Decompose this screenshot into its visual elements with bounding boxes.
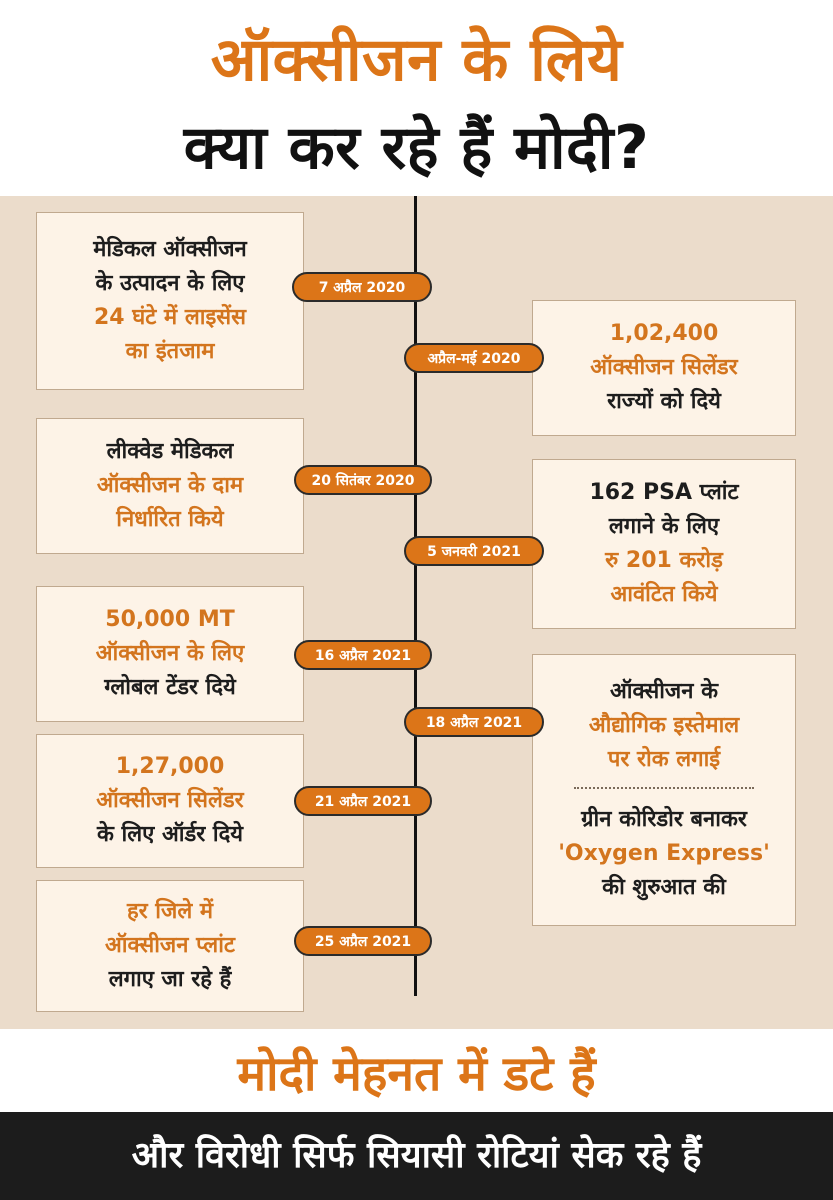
event-card-cylinder-order: [36, 734, 304, 868]
dotted-divider: [574, 787, 754, 789]
event-text: 50,000 MT: [105, 607, 235, 632]
title-line-1: ऑक्सीजन के लिये: [210, 25, 623, 95]
event-card-psa-plants: [532, 459, 796, 629]
event-card-license: [36, 212, 304, 390]
date-pill: 16 अप्रैल 2021: [294, 640, 432, 670]
event-text: 'Oxygen Express': [558, 841, 770, 866]
footer-headline: मोदी मेहनत में डटे हैं: [237, 1046, 596, 1102]
date-pill: 21 अप्रैल 2021: [294, 786, 432, 816]
event-card-cylinders-to-states: [532, 300, 796, 436]
date-pill: अप्रैल-मई 2020: [404, 343, 544, 373]
timeline: [0, 196, 833, 1029]
date-pill: 5 जनवरी 2021: [404, 536, 544, 566]
event-text: निर्धारित किये: [116, 507, 224, 532]
footer-subline: और विरोधी सिर्फ सियासी रोटियां सेक रहे हैं: [131, 1135, 702, 1176]
event-text: रु 201 करोड़: [605, 548, 723, 573]
event-text: ऑक्सीजन प्लांट: [104, 933, 235, 958]
event-text: के उत्पादन के लिए: [95, 271, 245, 296]
event-text: ऑक्सीजन के: [609, 679, 719, 704]
event-text: राज्यों को दिये: [607, 389, 721, 414]
event-card-industrial-ban: [532, 654, 796, 926]
event-text: हर जिले में: [126, 899, 214, 924]
event-text: ऑक्सीजन के लिए: [95, 641, 245, 666]
footer-banner: [0, 1112, 833, 1200]
event-text: पर रोक लगाई: [607, 747, 721, 772]
event-card-global-tender: [36, 586, 304, 722]
event-text: ऑक्सीजन सिलेंडर: [590, 355, 738, 380]
event-text: 24 घंटे में लाइसेंस: [94, 305, 246, 330]
event-text: लगाने के लिए: [608, 514, 720, 539]
timeline-axis: [414, 196, 417, 996]
event-text: मेडिकल ऑक्सीजन: [93, 237, 247, 262]
event-text: औद्योगिक इस्तेमाल: [588, 713, 740, 738]
event-text: ऑक्सीजन के दाम: [96, 473, 244, 498]
event-text: का इंतजाम: [125, 339, 215, 364]
event-card-district-plants: [36, 880, 304, 1012]
date-pill: 18 अप्रैल 2021: [404, 707, 544, 737]
event-text: 1,02,400: [609, 321, 719, 346]
event-text: ग्लोबल टेंडर दिये: [104, 675, 236, 700]
event-text: 162 PSA प्लांट: [589, 480, 739, 505]
event-text: 1,27,000: [115, 754, 225, 779]
event-card-price-fixed: [36, 418, 304, 554]
event-text: ग्रीन कोरिडोर बनाकर: [581, 807, 747, 832]
event-text: ऑक्सीजन सिलेंडर: [96, 788, 244, 813]
date-pill: 20 सितंबर 2020: [294, 465, 432, 495]
event-text: आवंटित किये: [610, 582, 718, 607]
event-text: की शुरुआत की: [602, 875, 726, 900]
event-text: लगाए जा रहे हैं: [108, 967, 232, 992]
event-text: लीक्वेड मेडिकल: [106, 439, 234, 464]
title-line-2: क्या कर रहे हैं मोदी?: [183, 113, 650, 183]
event-text: के लिए ऑर्डर दिये: [96, 822, 244, 847]
date-pill: 7 अप्रैल 2020: [292, 272, 432, 302]
date-pill: 25 अप्रैल 2021: [294, 926, 432, 956]
